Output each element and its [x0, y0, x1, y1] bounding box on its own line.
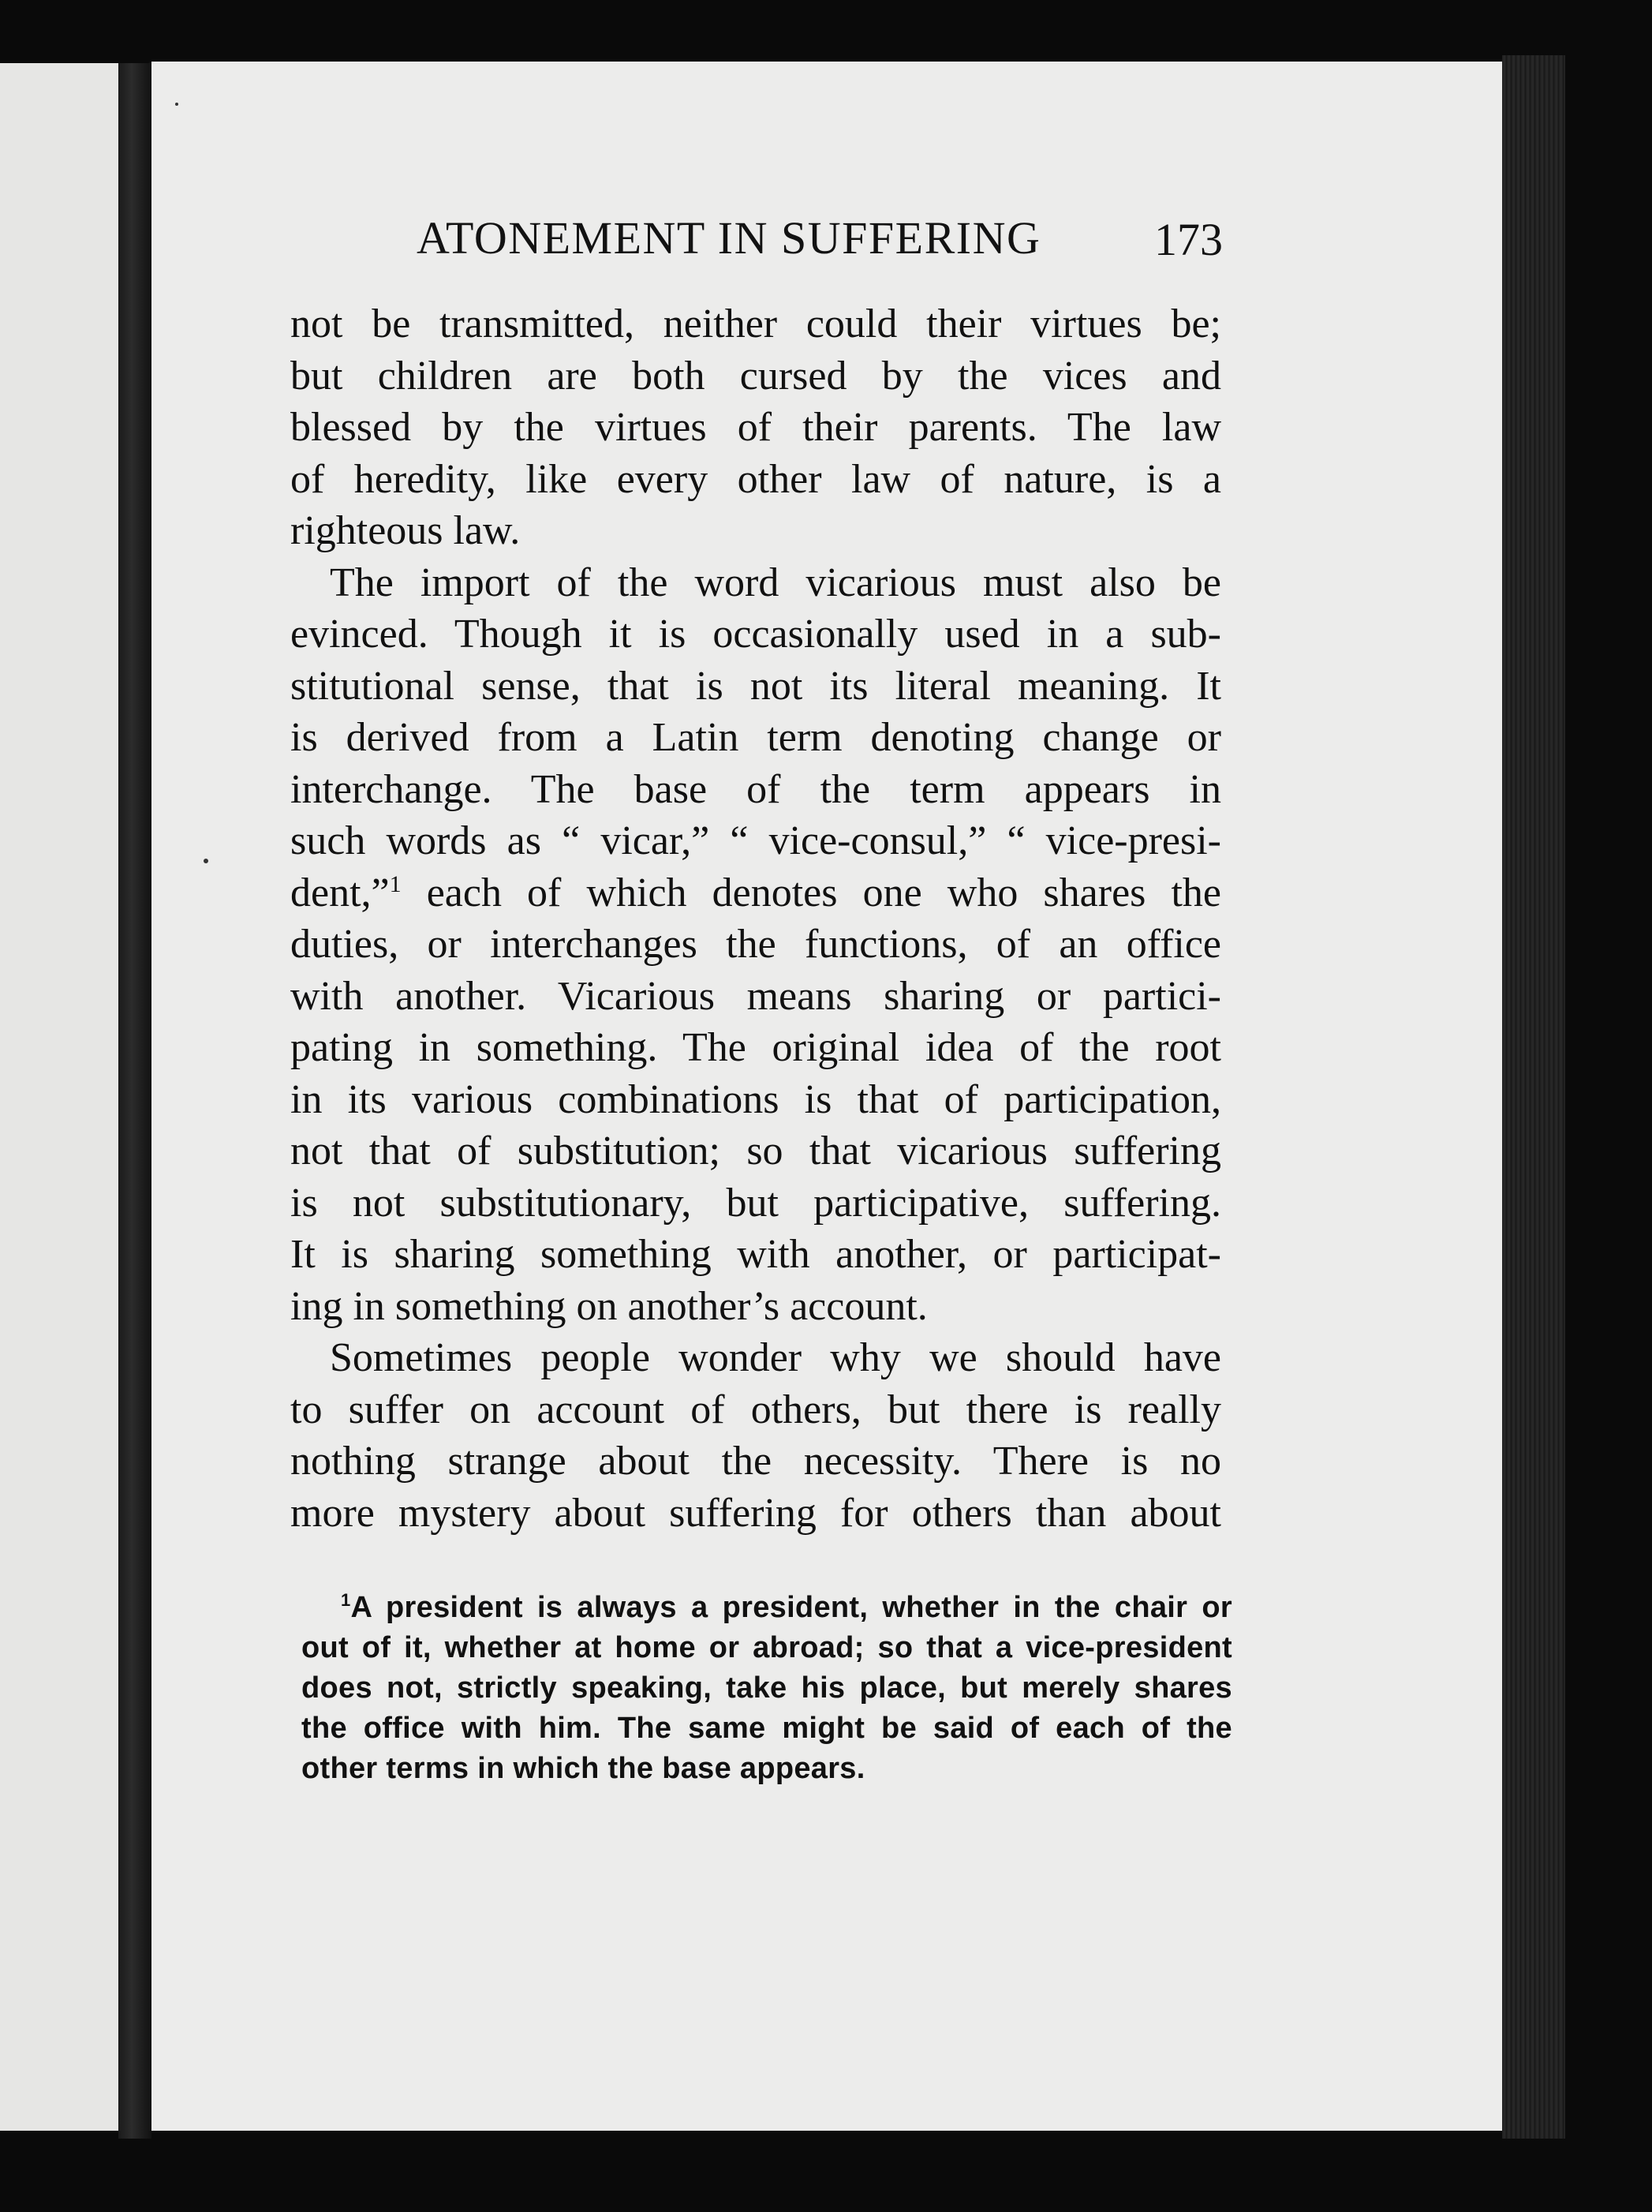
facing-page-edge — [0, 63, 118, 2131]
text-line: but children are both cursed by the vices and — [290, 353, 1221, 399]
text-fragment: each of which denotes one who shares the — [426, 870, 1222, 915]
paragraph-2 — [290, 557, 1221, 1333]
scan-speck — [204, 859, 208, 863]
paragraph-1 — [290, 298, 1221, 557]
footnote-marker: 1 — [341, 1590, 351, 1610]
scan-speck — [175, 103, 178, 106]
text-line: pating in something. The original idea of the root — [290, 1025, 1221, 1070]
text-line: blessed by the virtues of their parents. The law — [290, 405, 1221, 450]
text-line: in its various combinations is that of participation, — [290, 1076, 1221, 1122]
body-text — [290, 298, 1221, 1539]
text-line: stitutional sense, that is not its literal meaning. It — [290, 663, 1221, 709]
text-line: duties, or interchanges the functions, of an office — [290, 922, 1221, 967]
footnote-line: other terms in which the base appears. — [301, 1752, 865, 1785]
text-line: to suffer on account of others, but there is really — [290, 1387, 1221, 1432]
footnote-line: the office with him. The same might be said of each of the — [301, 1712, 1232, 1745]
text-line: is not substitutionary, but participative, suffering. — [290, 1180, 1221, 1226]
book-fore-edge — [1502, 55, 1565, 2139]
text-line: such words as “ vicar,” “ vice-consul,” “ vice-presi- — [290, 818, 1221, 863]
text-line-with-footnote-ref — [290, 867, 1221, 919]
paragraph-3 — [290, 1332, 1221, 1539]
text-fragment: dent,” — [290, 870, 390, 915]
footnote — [301, 1588, 1232, 1789]
text-line: righteous law. — [290, 508, 521, 553]
footnote-reference: 1 — [389, 870, 402, 897]
running-head — [410, 211, 1231, 275]
text-line: evinced. Though it is occasionally used in a sub- — [290, 612, 1221, 657]
text-line: is derived from a Latin term denoting change or — [290, 715, 1221, 760]
footnote-line — [301, 1588, 1232, 1628]
text-line: ing in something on another’s account. — [290, 1283, 928, 1329]
text-line: with another. Vicarious means sharing or partici- — [290, 973, 1221, 1019]
text-line: more mystery about suffering for others than about — [290, 1490, 1221, 1536]
text-line: not that of substitution; so that vicarious suffering — [290, 1128, 1221, 1173]
text-line: nothing strange about the necessity. There is no — [290, 1439, 1221, 1484]
footnote-line: does not, strictly speaking, take his place, but merely shares — [301, 1671, 1232, 1705]
page-number: 173 — [1154, 214, 1223, 265]
running-title: ATONEMENT IN SUFFERING — [417, 212, 1041, 264]
text-line: interchange. The base of the term appears in — [290, 766, 1221, 812]
book-gutter — [118, 63, 151, 2139]
text-line: Sometimes people wonder why we should have — [330, 1335, 1221, 1380]
footnote-line: out of it, whether at home or abroad; so that a vice-president — [301, 1631, 1232, 1664]
text-line: It is sharing something with another, or participat- — [290, 1232, 1221, 1277]
text-line: of heredity, like every other law of nature, is a — [290, 456, 1221, 502]
text-line: The import of the word vicarious must also be — [330, 560, 1221, 605]
text-line: not be transmitted, neither could their virtues be; — [290, 301, 1221, 346]
text-fragment: A president is always a president, whether in the chair or — [350, 1591, 1232, 1624]
